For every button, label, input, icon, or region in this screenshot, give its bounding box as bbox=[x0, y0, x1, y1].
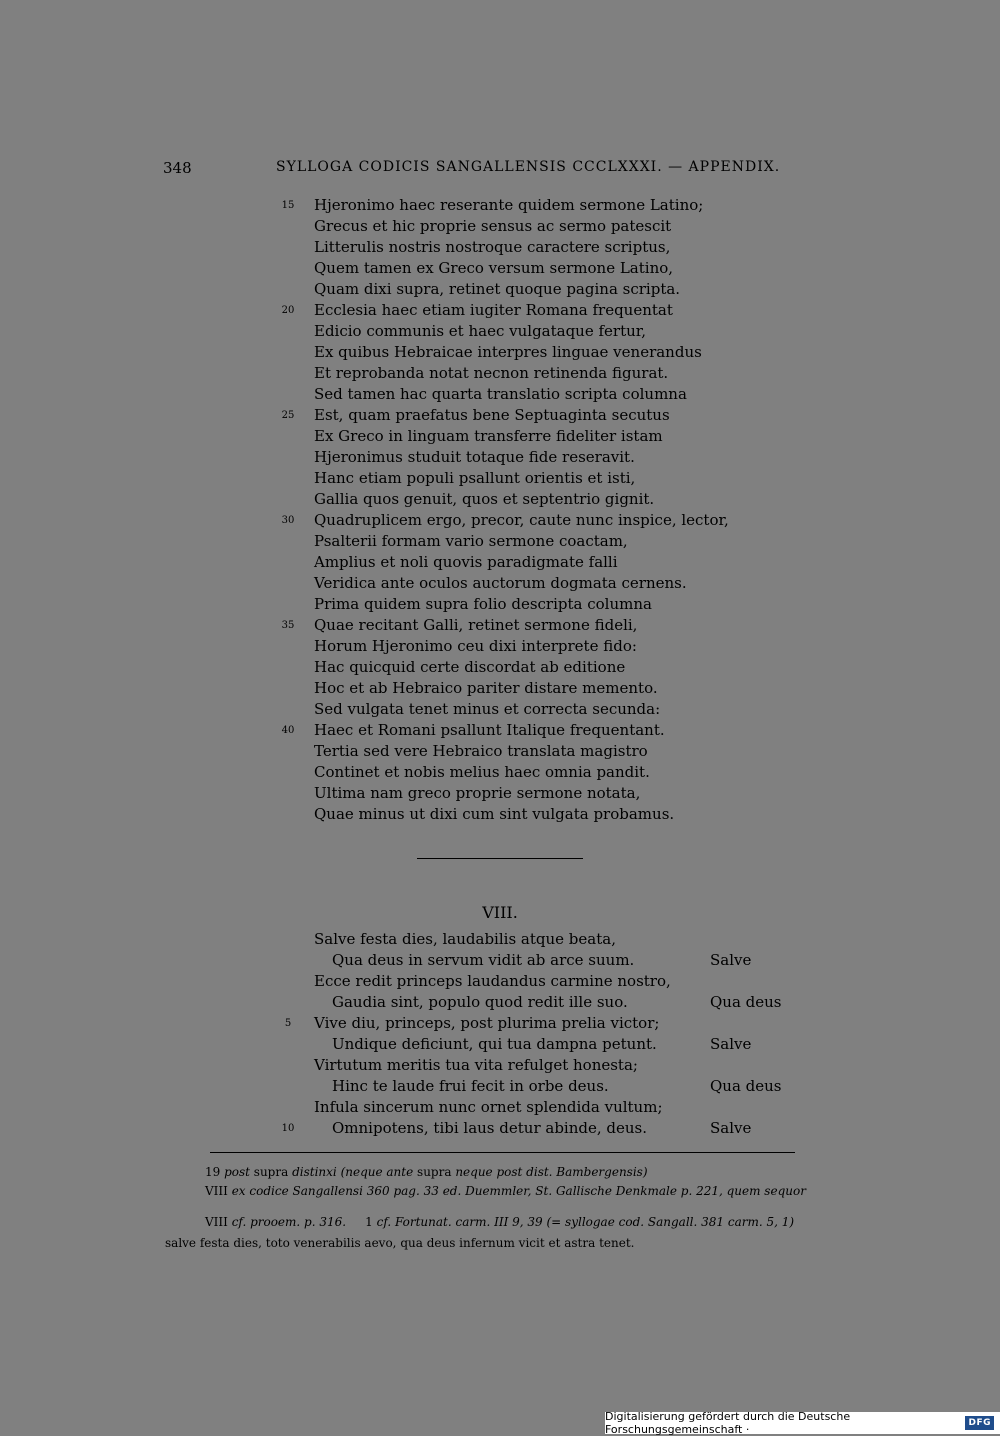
verse-line bbox=[0, 321, 1000, 342]
verse-line bbox=[0, 384, 1000, 405]
verse-line bbox=[0, 468, 1000, 489]
verse-line bbox=[0, 195, 1000, 216]
verse-line bbox=[0, 594, 1000, 615]
apparatus-text: supra bbox=[249, 1165, 293, 1179]
apparatus-text: supra bbox=[413, 1165, 456, 1179]
verse-text: Gallia quos genuit, quos et septentrio gignit. bbox=[314, 490, 655, 508]
refrain-cue: Salve bbox=[710, 951, 752, 969]
refrain-cue: Qua deus bbox=[710, 993, 782, 1011]
verse-text: Undique deficiunt, qui tua dampna petunt. bbox=[332, 1035, 657, 1053]
line-number: 25 bbox=[281, 410, 295, 421]
verse-line bbox=[0, 300, 1000, 321]
verse-text: Hjeronimo haec reserante quidem sermone Latino; bbox=[314, 196, 704, 214]
verse-text: Prima quidem supra folio descripta columna bbox=[314, 595, 652, 613]
line-number: 5 bbox=[284, 1018, 292, 1029]
refrain-cue: Salve bbox=[710, 1035, 752, 1053]
verse-line bbox=[0, 258, 1000, 279]
verse-text: Quae recitant Galli, retinet sermone fideli, bbox=[314, 616, 638, 634]
refrain-cue: Qua deus bbox=[710, 1077, 782, 1095]
verse-line bbox=[0, 929, 1000, 950]
page-number: 348 bbox=[163, 159, 192, 177]
verse-line bbox=[0, 1097, 1000, 1118]
verse-text: Veridica ante oculos auctorum dogmata cernens. bbox=[314, 574, 687, 592]
verse-line bbox=[0, 447, 1000, 468]
verse-line bbox=[0, 971, 1000, 992]
verse-text: Sed tamen hac quarta translatio scripta columna bbox=[314, 385, 687, 403]
commentary-text: cf. prooem. p. 316. bbox=[231, 1215, 347, 1229]
verse-text: Salve festa dies, laudabilis atque beata, bbox=[314, 930, 616, 948]
refrain-cue: Salve bbox=[710, 1119, 752, 1137]
verse-text: Hinc te laude frui fecit in orbe deus. bbox=[332, 1077, 609, 1095]
verse-line bbox=[0, 636, 1000, 657]
verse-text: Infula sincerum nunc ornet splendida vultum; bbox=[314, 1098, 663, 1116]
verse-text: Grecus et hic proprie sensus ac sermo patescit bbox=[314, 217, 672, 235]
verse-text: Omnipotens, tibi laus detur abinde, deus. bbox=[332, 1119, 647, 1137]
verse-text: Ex Greco in linguam transferre fideliter istam bbox=[314, 427, 663, 445]
commentary-text: cf. Fortunat. carm. III 9, 39 (= syllogae cod. Sangall. 381 carm. 5, 1) bbox=[376, 1215, 795, 1229]
verse-line bbox=[0, 678, 1000, 699]
verse-line bbox=[0, 552, 1000, 573]
verse-line bbox=[0, 720, 1000, 741]
verse-text: Horum Hjeronimo ceu dixi interprete fido: bbox=[314, 637, 637, 655]
line-number: 20 bbox=[281, 305, 295, 316]
verse-text: Ecce redit princeps laudandus carmine nostro, bbox=[314, 972, 671, 990]
verse-line bbox=[0, 783, 1000, 804]
verse-text: Virtutum meritis tua vita refulget honesta; bbox=[314, 1056, 638, 1074]
commentary-line-1 bbox=[205, 1215, 794, 1229]
apparatus-line-2 bbox=[205, 1184, 806, 1198]
verse-line bbox=[0, 531, 1000, 552]
verse-line bbox=[0, 657, 1000, 678]
verse-text: Tertia sed vere Hebraico translata magistro bbox=[314, 742, 648, 760]
verse-line bbox=[0, 699, 1000, 720]
running-title: SYLLOGA CODICIS SANGALLENSIS CCCLXXXI. — APPENDIX. bbox=[276, 159, 781, 175]
apparatus-line-1 bbox=[205, 1165, 648, 1179]
funding-footer bbox=[605, 1412, 1000, 1434]
verse-line bbox=[0, 279, 1000, 300]
verse-text: Quadruplicem ergo, precor, caute nunc inspice, lector, bbox=[314, 511, 729, 529]
verse-line bbox=[0, 363, 1000, 384]
apparatus-text: distinxi (neque ante bbox=[292, 1165, 414, 1179]
verse-text: Psalterii formam vario sermone coactam, bbox=[314, 532, 628, 550]
verse-line bbox=[0, 741, 1000, 762]
section-title: VIII. bbox=[482, 903, 518, 922]
footnote-rule bbox=[210, 1152, 795, 1153]
line-number: 10 bbox=[281, 1123, 295, 1134]
verse-text: Continet et nobis melius haec omnia pandit. bbox=[314, 763, 650, 781]
line-number: 35 bbox=[281, 620, 295, 631]
line-number: 40 bbox=[281, 725, 295, 736]
dfg-logo: DFG bbox=[965, 1416, 994, 1430]
section-separator bbox=[417, 858, 583, 859]
verse-text: Est, quam praefatus bene Septuaginta secutus bbox=[314, 406, 670, 424]
verse-text: Amplius et noli quovis paradigmate falli bbox=[314, 553, 618, 571]
verse-text: Hac quicquid certe discordat ab editione bbox=[314, 658, 626, 676]
verse-line bbox=[0, 1013, 1000, 1034]
verse-line bbox=[0, 950, 1000, 971]
verse-line bbox=[0, 615, 1000, 636]
verse-text: Haec et Romani psallunt Italique frequentant. bbox=[314, 721, 665, 739]
line-number: 15 bbox=[281, 200, 295, 211]
verse-line bbox=[0, 573, 1000, 594]
verse-text: Quem tamen ex Greco versum sermone Latino, bbox=[314, 259, 674, 277]
verse-line bbox=[0, 342, 1000, 363]
verse-text: Ultima nam greco proprie sermone notata, bbox=[314, 784, 641, 802]
apparatus-text: VIII bbox=[205, 1184, 232, 1198]
verse-line bbox=[0, 1076, 1000, 1097]
verse-line bbox=[0, 804, 1000, 825]
verse-text: Et reprobanda notat necnon retinenda figurat. bbox=[314, 364, 669, 382]
verse-line bbox=[0, 1034, 1000, 1055]
verse-line bbox=[0, 405, 1000, 426]
verse-line bbox=[0, 237, 1000, 258]
verse-text: Vive diu, princeps, post plurima prelia victor; bbox=[314, 1014, 660, 1032]
line-number: 30 bbox=[281, 515, 295, 526]
apparatus-text: 19 bbox=[205, 1165, 225, 1179]
verse-line bbox=[0, 1055, 1000, 1076]
verse-text: Litterulis nostris nostroque caractere scriptus, bbox=[314, 238, 671, 256]
funding-text: Digitalisierung gefördert durch die Deutsche Forschungsgemeinschaft · bbox=[605, 1410, 851, 1436]
verse-text: Qua deus in servum vidit ab arce suum. bbox=[332, 951, 635, 969]
verse-text: Gaudia sint, populo quod redit ille suo. bbox=[332, 993, 628, 1011]
verse-text: Hanc etiam populi psallunt orientis et isti, bbox=[314, 469, 636, 487]
verse-line bbox=[0, 510, 1000, 531]
verse-line bbox=[0, 762, 1000, 783]
verse-line bbox=[0, 1118, 1000, 1139]
verse-line bbox=[0, 216, 1000, 237]
verse-text: Ex quibus Hebraicae interpres linguae venerandus bbox=[314, 343, 702, 361]
commentary-text: 1 bbox=[346, 1215, 377, 1229]
verse-text: Quam dixi supra, retinet quoque pagina scripta. bbox=[314, 280, 681, 298]
verse-text: Quae minus ut dixi cum sint vulgata probamus. bbox=[314, 805, 675, 823]
verse-line bbox=[0, 426, 1000, 447]
verse-line bbox=[0, 489, 1000, 510]
verse-text: Ecclesia haec etiam iugiter Romana frequentat bbox=[314, 301, 673, 319]
apparatus-text: ex codice Sangallensi 360 pag. 33 ed. Duemmler, St. Gallische Denkmale p. 221, quem sequor bbox=[231, 1184, 806, 1198]
apparatus-text: post bbox=[224, 1165, 250, 1179]
commentary-line-2: salve festa dies, toto venerabilis aevo, qua deus infernum vicit et astra tenet. bbox=[165, 1236, 635, 1250]
verse-text: Hoc et ab Hebraico pariter distare memento. bbox=[314, 679, 658, 697]
apparatus-text: neque post dist. Bambergensis) bbox=[455, 1165, 648, 1179]
verse-text: Edicio communis et haec vulgataque fertur, bbox=[314, 322, 647, 340]
verse-text: Sed vulgata tenet minus et correcta secunda: bbox=[314, 700, 661, 718]
verse-text: Hjeronimus studuit totaque fide reseravit. bbox=[314, 448, 635, 466]
verse-line bbox=[0, 992, 1000, 1013]
commentary-text: VIII bbox=[205, 1215, 232, 1229]
